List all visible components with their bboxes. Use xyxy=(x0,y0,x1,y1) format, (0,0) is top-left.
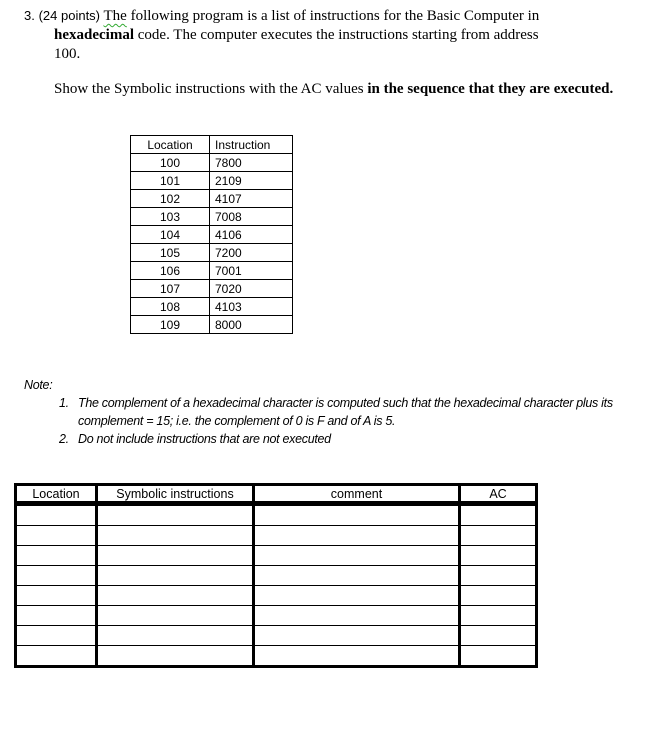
answer-row xyxy=(16,646,537,667)
answer-cell[interactable] xyxy=(16,606,97,626)
instruction-cell: 2109 xyxy=(210,172,293,190)
answer-row xyxy=(16,526,537,546)
instruction-cell: 8000 xyxy=(210,316,293,334)
location-cell: 101 xyxy=(131,172,210,190)
answer-cell[interactable] xyxy=(16,504,97,526)
instruction-cell: 4106 xyxy=(210,226,293,244)
header-location: Location xyxy=(131,136,210,154)
answer-cell[interactable] xyxy=(97,606,254,626)
answer-row xyxy=(16,626,537,646)
location-cell: 102 xyxy=(131,190,210,208)
answer-cell[interactable] xyxy=(254,606,460,626)
bold-hexadecimal: hexadecimal xyxy=(54,27,134,43)
table-row xyxy=(131,244,293,262)
table-row xyxy=(131,316,293,334)
instruction-cell: 4103 xyxy=(210,298,293,316)
answer-cell[interactable] xyxy=(97,546,254,566)
answer-cell[interactable] xyxy=(254,546,460,566)
note-section xyxy=(24,376,669,448)
question-points: (24 points) xyxy=(38,8,101,23)
instruction-cell: 7001 xyxy=(210,262,293,280)
answer-cell[interactable] xyxy=(16,566,97,586)
answer-cell[interactable] xyxy=(460,566,537,586)
table-row xyxy=(131,172,293,190)
answer-cell[interactable] xyxy=(16,526,97,546)
header-comment: comment xyxy=(254,485,460,504)
table-row xyxy=(131,190,293,208)
instruction-cell: 4107 xyxy=(210,190,293,208)
answer-cell[interactable] xyxy=(254,566,460,586)
answer-cell[interactable] xyxy=(460,546,537,566)
question-number: 3. xyxy=(24,8,35,23)
answer-cell[interactable] xyxy=(254,586,460,606)
answer-cell[interactable] xyxy=(460,646,537,667)
location-cell: 104 xyxy=(131,226,210,244)
intro-word: The xyxy=(103,8,127,24)
answer-cell[interactable] xyxy=(254,626,460,646)
answer-cell[interactable] xyxy=(254,526,460,546)
answer-cell[interactable] xyxy=(16,546,97,566)
answer-cell[interactable] xyxy=(460,626,537,646)
table-row xyxy=(131,208,293,226)
answer-cell[interactable] xyxy=(460,586,537,606)
program-table xyxy=(130,135,293,334)
header-instruction: Instruction xyxy=(210,136,293,154)
answer-cell[interactable] xyxy=(16,646,97,667)
table-row xyxy=(131,280,293,298)
answer-cell[interactable] xyxy=(97,646,254,667)
instruction-text xyxy=(54,80,624,99)
answer-cell[interactable] xyxy=(97,526,254,546)
note-label: Note: xyxy=(24,378,53,392)
table-row xyxy=(131,226,293,244)
answer-row xyxy=(16,586,537,606)
note-item-2: 2. Do not include instructions that are not executed xyxy=(72,430,669,448)
table-row xyxy=(131,298,293,316)
answer-row xyxy=(16,504,537,526)
header-ac: AC xyxy=(460,485,537,504)
answer-cell[interactable] xyxy=(460,526,537,546)
answer-cell[interactable] xyxy=(16,586,97,606)
location-cell: 100 xyxy=(131,154,210,172)
location-cell: 103 xyxy=(131,208,210,226)
instruction-cell: 7800 xyxy=(210,154,293,172)
answer-cell[interactable] xyxy=(254,646,460,667)
header-symbolic: Symbolic instructions xyxy=(97,485,254,504)
instruction-cell: 7020 xyxy=(210,280,293,298)
note-item-1: 1. The complement of a hexadecimal character is computed such that the hexadecimal character plus its complement = 15; i.e. the complement of 0 is F and of A is 5. xyxy=(72,394,669,430)
answer-cell[interactable] xyxy=(97,586,254,606)
line3: 100. xyxy=(54,46,81,62)
answer-row xyxy=(16,566,537,586)
answer-cell[interactable] xyxy=(97,626,254,646)
answer-cell[interactable] xyxy=(254,504,460,526)
answer-cell[interactable] xyxy=(460,504,537,526)
answer-row xyxy=(16,546,537,566)
answer-cell[interactable] xyxy=(460,606,537,626)
location-cell: 108 xyxy=(131,298,210,316)
location-cell: 106 xyxy=(131,262,210,280)
header-location: Location xyxy=(16,485,97,504)
intro-rest: following program is a list of instructions for the Basic Computer in xyxy=(130,8,540,24)
answer-row xyxy=(16,606,537,626)
answer-cell[interactable] xyxy=(16,626,97,646)
instruction-cell: 7200 xyxy=(210,244,293,262)
answer-table xyxy=(14,483,538,668)
location-cell: 109 xyxy=(131,316,210,334)
instruction-cell: 7008 xyxy=(210,208,293,226)
line2: code. The computer executes the instructions starting from address xyxy=(137,27,539,43)
answer-cell[interactable] xyxy=(97,504,254,526)
location-cell: 107 xyxy=(131,280,210,298)
location-cell: 105 xyxy=(131,244,210,262)
table-row xyxy=(131,262,293,280)
show-text: Show the Symbolic instructions with the AC values xyxy=(54,81,364,97)
question-text xyxy=(24,6,624,64)
show-bold: in the sequence that they are executed. xyxy=(367,81,614,97)
answer-cell[interactable] xyxy=(97,566,254,586)
table-row xyxy=(131,154,293,172)
